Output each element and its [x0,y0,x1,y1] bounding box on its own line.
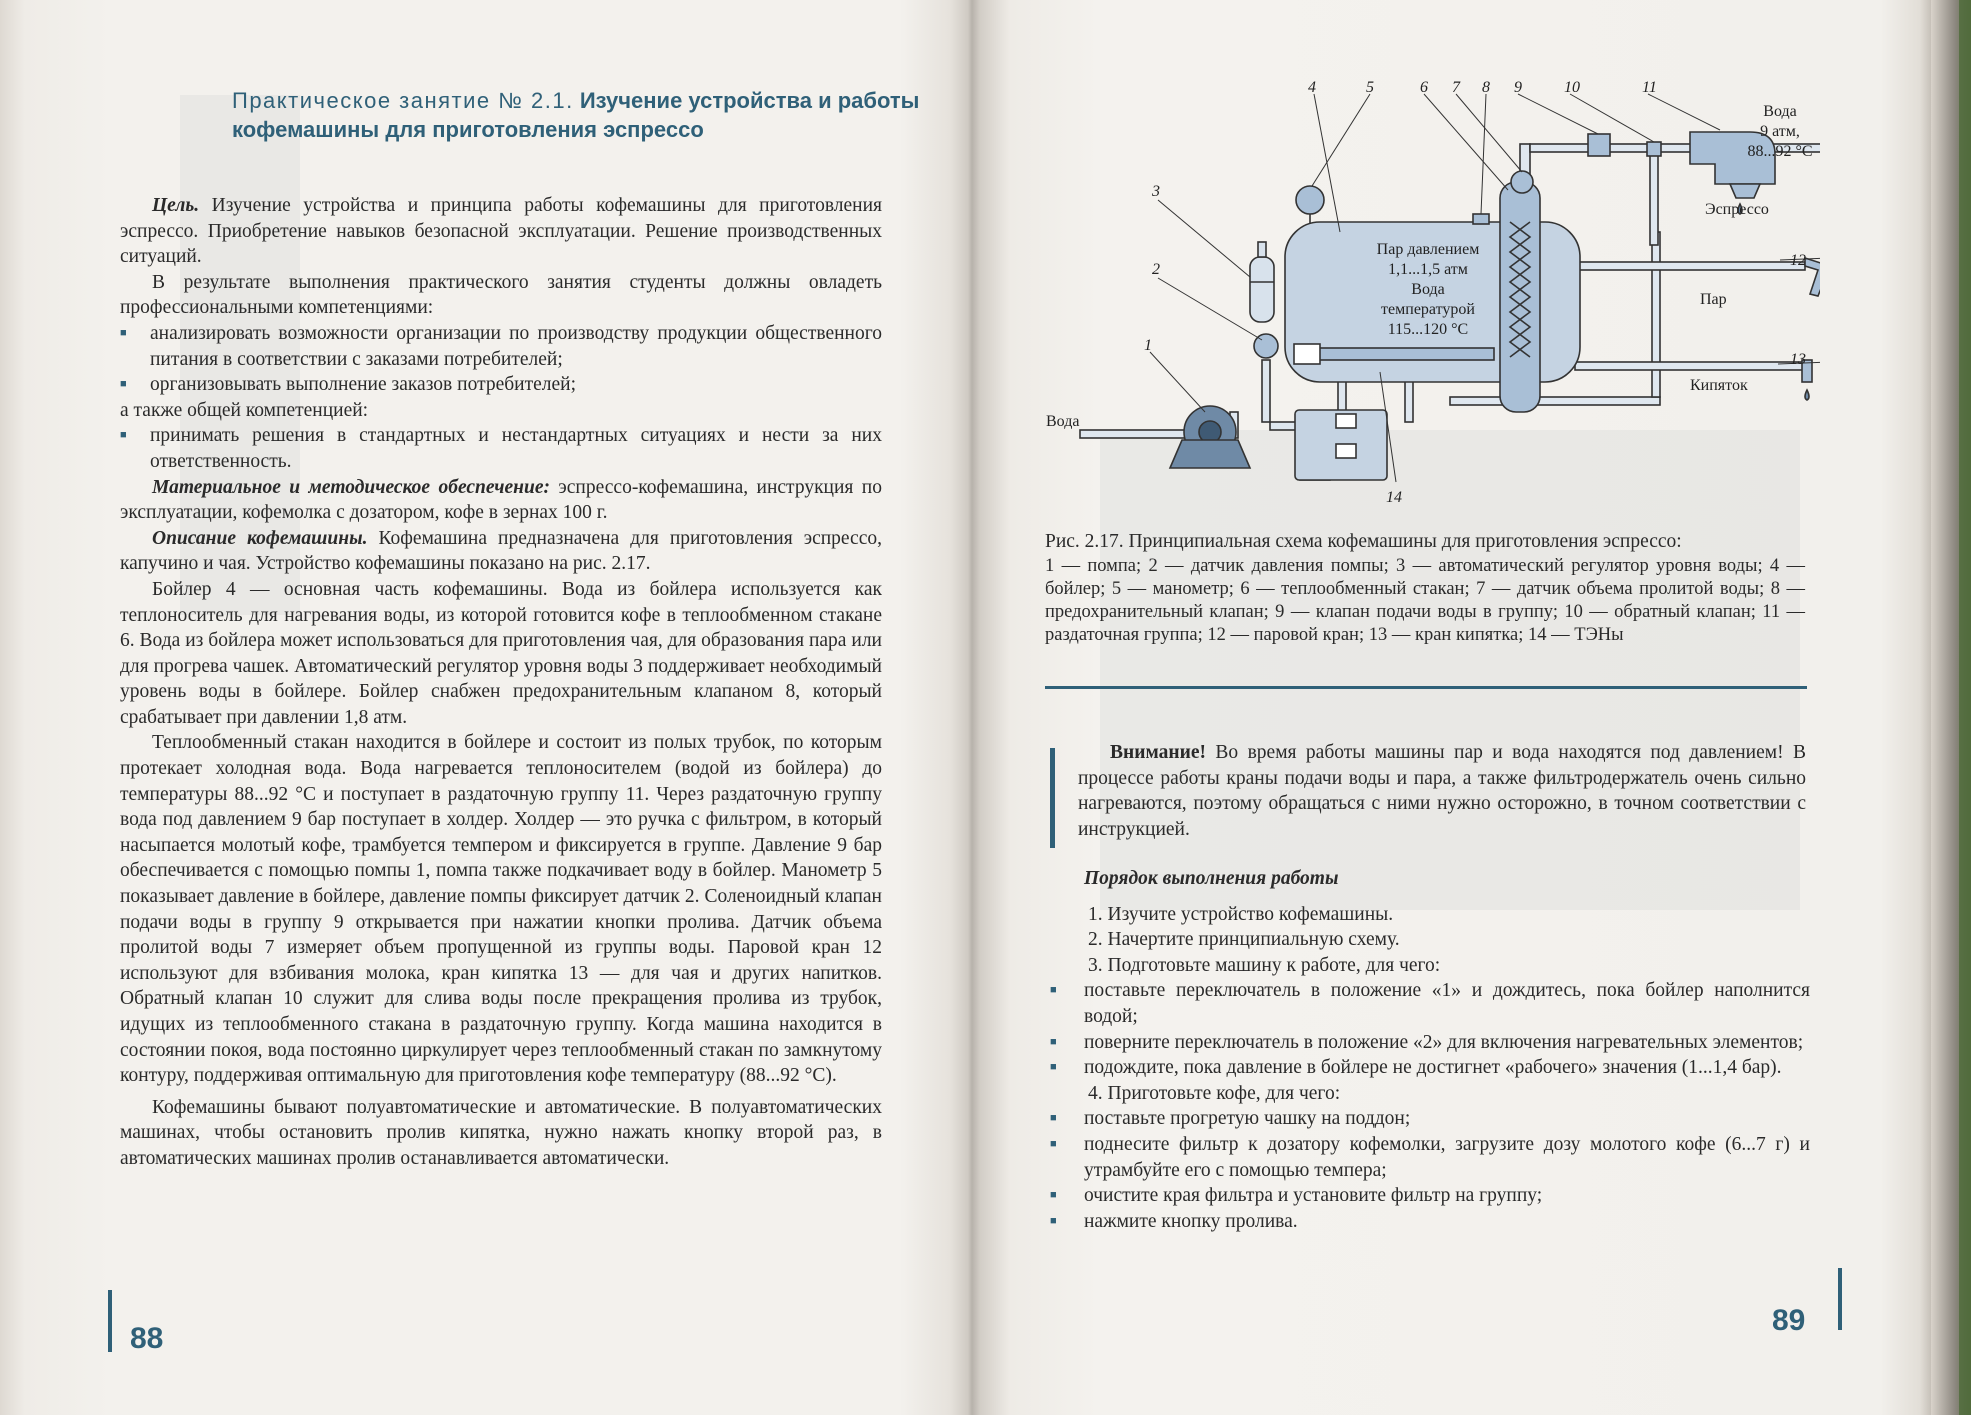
list-item: ■ очистите края фильтра и установите фильтр на группу; [1050,1183,1810,1209]
general-intro: а также общей компетенцией: [120,399,369,421]
list-item: ■ поднесите фильтр к дозатору кофемолки, загрузите дозу молотого кофе (6...7 г) и утрамбуйте его с помощью темпера; [1050,1132,1810,1183]
page-number-bar [1838,1268,1842,1330]
procedure-section [1050,866,1810,1234]
steam-label: Пар [1700,291,1727,308]
left-body [120,193,882,1172]
procedure-title: Порядок выполнения работы [1084,868,1339,889]
goal-label: Цель. [152,195,200,216]
step-4: 4. Приготовьте кофе, для чего: [1088,1082,1341,1104]
pipe-return [1450,397,1660,405]
list-item: ■ анализировать возможности организации по производству продукции общественного питания в соответствии с заказами потребителей; [120,321,882,372]
pipe-steam [1575,262,1805,270]
label-10: 10 [1564,79,1580,96]
list-item: ■ поставьте переключатель в положение «1» и дождитесь, пока бойлер наполнится водой; [1050,978,1810,1029]
step-1: 1. Изучите устройство кофемашины. [1088,903,1394,925]
pipe-to-gauge [1262,360,1270,422]
heading-lead: Практическое занятие № 2.1. [232,88,574,113]
notice-label: Внимание! [1110,742,1206,763]
list-item: ■ нажмите кнопку пролива. [1050,1209,1810,1235]
label-13: 13 [1790,351,1806,368]
heat-exchanger [1500,182,1540,412]
label-6: 6 [1420,79,1428,96]
espresso-label: Эспрессо [1705,201,1769,218]
page-number-left: 88 [130,1322,164,1355]
group-text-3: 88...92 °С [1747,143,1813,160]
volume-sensor [1511,171,1533,193]
safety-valve [1473,214,1489,224]
level-regulator [1250,257,1274,322]
coffee-machine-diagram [1040,72,1820,512]
materials-label: Материальное и методическое обеспечение: [152,476,550,498]
cover-edge [1959,0,1971,1415]
caption-divider [1045,686,1807,689]
general-competency-list [120,423,882,474]
warning-notice [1078,740,1806,842]
paragraph-types: Кофемашины бывают полуавтоматические и автоматические. В полуавтоматических машинах, чтобы остановить пролив кипятка, нужно нажать кнопку второй раз, в автоматических машинах пролив останавливается автоматически. [120,1096,882,1169]
group-valve [1588,134,1610,156]
paragraph-boiler: Бойлер 4 — основная часть кофемашины. Вода из бойлера используется как теплоноситель для нагревания воды, из которой готовится кофе в теплообменном стакане 6. Вода из бойлера может использоваться для приготовления чая, для образования пара или для прогрева чашек. Автоматический регулятор уровня воды 3 поддерживает необходимый уровень воды в бойлере. Бойлер снабжен предохранительным клапаном 8, который срабатывает при давлении 1,8 атм. [120,578,882,728]
practice-heading [232,86,932,144]
page-number-right: 89 [1772,1304,1806,1337]
label-12: 12 [1790,252,1806,269]
list-item: ■ организовывать выполнение заказов потребителей; [120,372,882,398]
list-item: ■ поставьте прогретую чашку на поддон; [1050,1106,1810,1132]
heading-title: Изучение устройства и работы кофемашины для приготовления эспрессо [232,88,920,142]
step-4-list [1050,1106,1810,1234]
figure-title: Рис. 2.17. Принципиальная схема кофемашины для приготовления эспрессо: [1045,531,1682,552]
notice-text: Во время работы машины пар и вода находятся под давлением! В процессе работы краны подачи воды и пара, а также фильтродержатель очень сильно нагреваются, поэтому обращаться с ними нужно осторожно, в точном соответствии с инструкцией. [1078,742,1806,840]
competency-list [120,321,882,398]
description-label: Описание кофемашины. [152,527,368,549]
result-intro: В результате выполнения практического занятия студенты должны овладеть профессиональными компетенциями: [120,271,882,319]
label-2: 2 [1152,261,1160,278]
pipe-check-valve [1650,150,1658,245]
group-text-2: 9 атм, [1760,123,1800,140]
label-14: 14 [1386,489,1402,506]
label-9: 9 [1514,79,1522,96]
list-item: ■ принимать решения в стандартных и нестандартных ситуациях и нести за них ответственность. [120,423,882,474]
materials-text: эспрессо-кофемашина, инструкция по эксплуатации, кофемолка с дозатором, кофе в зернах 100 г. [120,476,882,524]
label-7: 7 [1452,79,1460,96]
label-3: 3 [1152,183,1160,200]
manometer [1296,186,1324,214]
group-text-1: Вода [1763,103,1797,120]
boiler-text-2: 1,1...1,5 атм [1388,261,1468,278]
label-5: 5 [1366,79,1374,96]
boiler-text-3: Вода [1411,281,1445,298]
check-valve [1647,142,1661,156]
notice-bar [1050,748,1055,848]
list-item: ■ поверните переключатель в положение «2» для включения нагревательных элементов; [1050,1030,1810,1056]
goal-text: Изучение устройства и принципа работы кофемашины для приготовления эспрессо. Приобретение навыков безопасной эксплуатации. Решение производственных ситуаций. [120,195,883,268]
heating-element [1318,348,1494,360]
step-2: 2. Начертите принципиальную схему. [1088,929,1400,951]
label-11: 11 [1642,79,1657,96]
step-3: 3. Подготовьте машину к работе, для чего: [1088,954,1441,976]
boiler-text-5: 115...120 °С [1387,321,1469,338]
pipe-boiling [1575,362,1805,370]
figure-caption [1045,530,1805,647]
list-item: ■ подождите, пока давление в бойлере не достигнет «рабочего» значения (1...1,4 бар). [1050,1055,1810,1081]
figure-legend: 1 — помпа; 2 — датчик давления помпы; 3 — автоматический регулятор уровня воды; 4 — бойлер; 5 — манометр; 6 — теплообменный стакан; 7 — датчик объема пролитой воды; 8 — предохранительный клапан; 9 — клапан подачи воды в группу; 10 — обратный клапан; 11 — раздаточная группа; 12 — паровой кран; 13 — кран кипятка; 14 — ТЭНы [1045,556,1805,645]
step-3-list [1050,978,1810,1080]
description-text: Кофемашина предназначена для приготовления эспрессо, капучино и чая. Устройство кофемашины показано на рис. 2.17. [120,527,882,575]
boiling-label: Кипяток [1690,377,1748,394]
water-in-label: Вода [1046,413,1080,430]
steam-wand [1805,258,1820,296]
paragraph-exchanger: Теплообменный стакан находится в бойлере и состоит из полых трубок, по которым протекает холодная вода. Вода нагревается теплоносителем (водой из бойлера) до температуры 88...92 °С и поступает в раздаточную группу 11. Через раздаточную группу вода под давлением 9 бар поступает в холдер. Холдер — это ручка с фильтром, в который насыпается молотый кофе, трамбуется темпером и фиксируется в группе. Давление 9 бар обеспечивается с помощью помпы 1, помпа также подкачивает воду в бойлер. Манометр 5 показывает давление в бойлере, давление помпы фиксирует датчик 2. Соленоидный клапан подачи воды в группу 9 открывается при нажатии кнопки пролива. Датчик объема пролитой воды 7 измеряет объем пропущенной из группы воды. Паровой кран 12 используют для взбивания молока, кран кипятка 13 — для чая и других напитков. Обратный клапан 10 служит для слива воды после прекращения пролива из трубок, идущих из теплообменного стакана в раздаточную группу. Когда машина находится в состоянии покоя, вода постоянно циркулирует через теплообменный стакан по замкнутому контуру, поддерживая оптимальную для приготовления кофе температуру (88...92 °С). [120,732,882,1087]
page-number-bar [108,1290,112,1352]
boiler-text-4: температурой [1381,301,1475,318]
label-4: 4 [1308,79,1316,96]
boiler-text-1: Пар давлением [1376,241,1480,258]
label-1: 1 [1144,337,1152,354]
label-8: 8 [1482,79,1490,96]
